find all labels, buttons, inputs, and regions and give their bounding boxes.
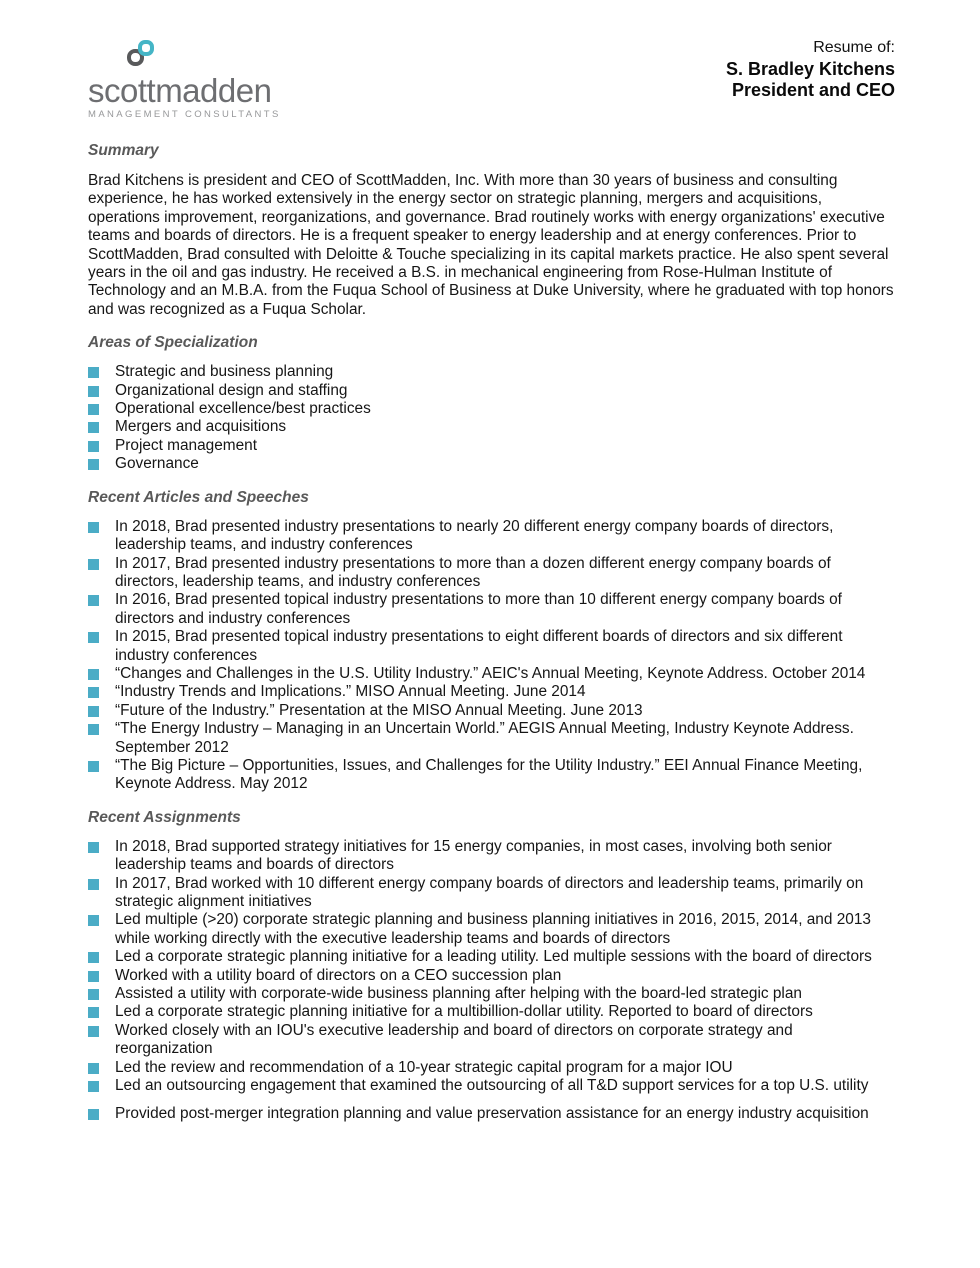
logo-mark-icon [88, 38, 268, 76]
bullet-text: Led a corporate strategic planning initiative for a multibillion-dollar utility. Reported to board of directors [115, 1003, 813, 1021]
bullet-item [88, 555, 894, 592]
bullet-square-icon [88, 879, 99, 890]
bullet-square-icon [88, 559, 99, 570]
logo-brand-text: scottmadden [88, 72, 272, 109]
bullet-text: Provided post-merger integration planning and value preservation assistance for an energy industry acquisition [115, 1105, 869, 1123]
bullet-item [88, 702, 894, 720]
bullet-square-icon [88, 971, 99, 982]
resume-job-title: President and CEO [731, 80, 895, 100]
bullet-item [88, 628, 894, 665]
bullet-text: In 2016, Brad presented topical industry presentations to more than 10 different energy company boards of directors and industry conferences [115, 591, 842, 627]
bullet-square-icon [88, 1109, 99, 1120]
bullet-item [88, 1059, 894, 1077]
bullet-text: Governance [115, 455, 199, 473]
bullet-square-icon [88, 706, 99, 717]
bullet-square-icon [88, 952, 99, 963]
bullet-text: Led a corporate strategic planning initiative for a leading utility. Led multiple sessions with the board of directors [115, 948, 872, 966]
section-heading: Recent Articles and Speeches [88, 488, 309, 506]
bullet-text: Strategic and business planning [115, 363, 334, 381]
bullet-list [88, 363, 894, 473]
bullet-item [88, 1077, 894, 1095]
bullet-item [88, 1022, 894, 1059]
bullet-square-icon [88, 404, 99, 415]
scottmadden-logo [88, 38, 281, 120]
bullet-item [88, 683, 894, 701]
bullet-item [88, 518, 894, 555]
bullet-text: “The Energy Industry – Managing in an Uncertain World.” AEGIS Annual Meeting, Industry Keynote Address. September 2012 [115, 720, 854, 756]
bullet-item [88, 455, 894, 473]
bullet-square-icon [88, 422, 99, 433]
section-heading: Areas of Specialization [88, 334, 258, 352]
bullet-item [88, 911, 894, 948]
bullet-item [88, 757, 894, 794]
resume-header-block [726, 38, 895, 101]
bullet-item [88, 948, 894, 966]
bullet-square-icon [88, 1026, 99, 1037]
bullet-square-icon [88, 595, 99, 606]
resume-name: S. Bradley Kitchens [725, 59, 895, 79]
bullet-text: Organizational design and staffing [115, 381, 348, 399]
bullet-square-icon [88, 842, 99, 853]
bullet-text: “Future of the Industry.” Presentation at the MISO Annual Meeting. June 2013 [115, 701, 643, 719]
bullet-text: In 2018, Brad presented industry presentations to nearly 20 different energy company boards of directors, leadership teams, and industry conferences [115, 517, 834, 554]
bullet-text: In 2017, Brad presented industry presentations to more than a dozen different energy company boards of directors, leadership teams, and industry conferences [115, 554, 831, 590]
bullet-text: In 2017, Brad worked with 10 different energy company boards of directors and leadership teams, primarily on strategic alignment initiatives [115, 874, 864, 910]
bullet-text: Led the review and recommendation of a 10-year strategic capital program for a major IOU [115, 1058, 733, 1076]
bullet-square-icon [88, 761, 99, 772]
bullet-list [88, 838, 894, 1124]
bullet-item [88, 437, 894, 455]
bullet-item [88, 875, 894, 912]
bullet-square-icon [88, 1007, 99, 1018]
resume-of-label: Resume of: [813, 39, 895, 56]
bullet-text: Led an outsourcing engagement that examined the outsourcing of all T&D support services for a top U.S. utility [115, 1077, 869, 1095]
bullet-square-icon [88, 687, 99, 698]
bullet-item [88, 363, 894, 381]
logo-teal-square-icon [138, 40, 154, 56]
bullet-item [88, 838, 894, 875]
bullet-square-icon [88, 441, 99, 452]
bullet-item [88, 591, 894, 628]
bullet-text: Operational excellence/best practices [115, 400, 371, 418]
bullet-item [88, 418, 894, 436]
bullet-square-icon [88, 989, 99, 1000]
bullet-text: Assisted a utility with corporate-wide business planning after helping with the board-led strategic plan [115, 985, 802, 1003]
bullet-text: Project management [115, 436, 258, 454]
bullet-item [88, 985, 894, 1003]
bullet-square-icon [88, 522, 99, 533]
bullet-text: “The Big Picture – Opportunities, Issues, and Challenges for the Utility Industry.” EEI Annual Finance Meeting, Keynote Address. May 2012 [115, 756, 863, 793]
bullet-item [88, 1003, 894, 1021]
section-heading: Recent Assignments [88, 808, 241, 826]
resume-content [88, 141, 894, 1124]
section-heading: Summary [88, 142, 159, 159]
bullet-text: In 2015, Brad presented topical industry presentations to eight different boards of directors and six different industry conferences [115, 628, 843, 664]
bullet-item [88, 665, 894, 683]
bullet-item [88, 967, 894, 985]
bullet-square-icon [88, 367, 99, 378]
bullet-square-icon [88, 669, 99, 680]
bullet-square-icon [88, 724, 99, 735]
bullet-item [88, 1105, 894, 1123]
bullet-text: Worked with a utility board of directors on a CEO succession plan [115, 966, 562, 984]
bullet-text: Led multiple (>20) corporate strategic planning and business planning initiatives in 2016, 2015, 2014, and 2013 while working directly with the executive leadership teams and boards of directors [115, 911, 871, 947]
bullet-item [88, 720, 894, 757]
bullet-text: Worked closely with an IOU's executive leadership and board of directors on corporate strategy and reorganization [115, 1021, 793, 1058]
bullet-list [88, 518, 894, 794]
bullet-text: In 2018, Brad supported strategy initiatives for 15 energy companies, in most cases, involving both senior leadership teams and boards of directors [115, 837, 832, 874]
bullet-text: Mergers and acquisitions [115, 418, 287, 436]
summary-paragraph: Brad Kitchens is president and CEO of ScottMadden, Inc. With more than 30 years of business and consulting experience, he has worked extensively in the energy sector on strategic planning, mergers and acquisitions, operations improvement, reorganizations, and governance. Brad routinely works with energy organizations' executive teams and boards of directors. He is a frequent speaker to energy leadership and at energy conferences. Prior to ScottMadden, Brad consulted with Deloitte & Touche specializing in its capital markets practice. He also spent several years in the oil and gas industry. He received a B.S. in mechanical engineering from Rose-Hulman Institute of Technology and an M.B.A. from the Fuqua School of Business at Duke University, where he graduated with top honors and was recognized as a Fuqua Scholar. [88, 172, 894, 318]
bullet-square-icon [88, 915, 99, 926]
bullet-square-icon [88, 459, 99, 470]
logo-tagline: MANAGEMENT CONSULTANTS [88, 109, 281, 120]
bullet-text: “Industry Trends and Implications.” MISO Annual Meeting. June 2014 [115, 683, 586, 701]
bullet-square-icon [88, 1063, 99, 1074]
bullet-square-icon [88, 1081, 99, 1092]
bullet-text: “Changes and Challenges in the U.S. Utility Industry.” AEIC's Annual Meeting, Keynote Address. October 2014 [115, 664, 866, 682]
bullet-square-icon [88, 632, 99, 643]
bullet-item [88, 382, 894, 400]
bullet-item [88, 400, 894, 418]
bullet-square-icon [88, 386, 99, 397]
